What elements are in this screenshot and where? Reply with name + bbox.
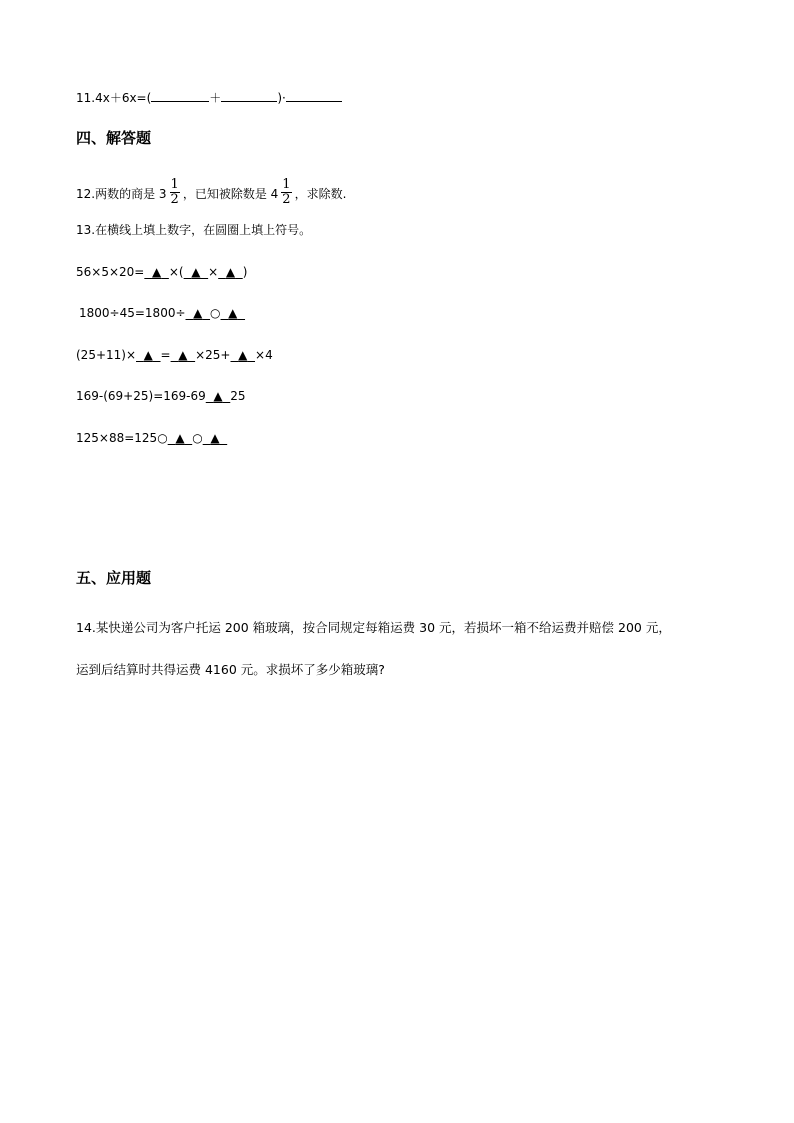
q13-row5-text-a: 125×88=125○ [76, 431, 168, 445]
triangle-icon: ▲ [238, 348, 248, 362]
triangle-icon: ▲ [151, 265, 162, 279]
q13-row-2 [79, 305, 245, 321]
q11-close: )· [277, 91, 286, 105]
q13-row2-circle[interactable]: ○ [210, 306, 221, 320]
triangle-icon: ▲ [178, 348, 188, 362]
triangle-icon: ▲ [225, 265, 236, 279]
q11-blank-2[interactable] [221, 90, 277, 102]
triangle-icon: ▲ [191, 265, 201, 279]
q13-row2-text-a: 1800÷45=1800÷ [79, 306, 186, 320]
triangle-icon: ▲ [228, 306, 238, 320]
q13-row3-text-e: ×4 [255, 348, 273, 362]
q11-blank-3[interactable] [286, 90, 342, 102]
triangle-icon: ▲ [193, 306, 203, 320]
q13-row4-text-a: 169-(69+25)=169-69 [76, 389, 206, 403]
triangle-icon: ▲ [213, 389, 223, 403]
q13-row5-blank-1[interactable] [168, 431, 193, 445]
q13-row3-blank-3[interactable] [231, 348, 256, 362]
q11-blank-1[interactable] [151, 90, 209, 102]
question-14-line-2: 运到后结算时共得运费 4160 元。求损坏了多少箱玻璃? [76, 662, 385, 677]
question-11 [76, 90, 342, 106]
q13-row2-blank-2[interactable] [221, 306, 246, 320]
q13-row3-text-c: = [160, 348, 171, 362]
question-12 [76, 177, 347, 209]
q12-text-3: ，求除数. [294, 187, 347, 201]
q13-row4-blank-1[interactable] [206, 389, 231, 403]
q12-fraction-2-numerator: 1 [282, 177, 291, 192]
q12-fraction-2 [281, 178, 291, 207]
q12-fraction-1 [170, 178, 180, 207]
q13-row3-blank-2[interactable] [171, 348, 196, 362]
q13-row1-text-d: × [208, 265, 219, 279]
q13-row1-text-c: ×( [168, 265, 184, 279]
q13-row1-text-e: ) [242, 265, 248, 279]
q11-plus: ＋ [209, 91, 222, 105]
q12-fraction-1-denominator: 2 [170, 192, 179, 207]
q13-row-1 [76, 264, 247, 280]
q12-fraction-1-numerator: 1 [170, 177, 179, 192]
q13-row-4 [76, 388, 246, 404]
q13-row5-blank-2[interactable] [203, 431, 228, 445]
triangle-icon: ▲ [143, 348, 153, 362]
section-4-heading: 四、解答题 [76, 129, 152, 147]
q13-row1-blank-2[interactable] [184, 265, 209, 279]
q13-row3-text-d: ×25+ [195, 348, 231, 362]
q13-row-3 [76, 347, 273, 363]
q12-fraction-2-denominator: 2 [282, 192, 291, 207]
q13-row2-blank-1[interactable] [186, 306, 211, 320]
q12-text-2: ，已知被除数是 4 [182, 187, 279, 201]
section-5-heading: 五、应用题 [76, 569, 152, 587]
q13-row3-text-a: (25+11)× [76, 348, 137, 362]
triangle-icon: ▲ [210, 431, 220, 445]
question-14-line-1: 14.某快递公司为客户托运 200 箱玻璃，按合同规定每箱运费 30 元，若损坏一箱不给运费并赔偿 200 元， [76, 620, 671, 635]
q13-row5-circle[interactable]: ○ [192, 431, 203, 445]
q13-row3-blank-1[interactable] [136, 348, 161, 362]
q13-row1-blank-1[interactable] [144, 265, 169, 279]
q13-row1-blank-3[interactable] [218, 265, 243, 279]
question-13-instruction: 13.在横线上填上数字，在圆圈上填上符号。 [76, 223, 312, 237]
q13-row1-text-a: 56×5×20= [76, 265, 145, 279]
triangle-icon: ▲ [175, 431, 185, 445]
q12-text-1: 12.两数的商是 3 [76, 187, 167, 201]
q13-row4-text-c: 25 [230, 389, 246, 403]
q13-row-5 [76, 430, 227, 446]
q11-prefix: 11.4x＋6x=( [76, 91, 152, 105]
